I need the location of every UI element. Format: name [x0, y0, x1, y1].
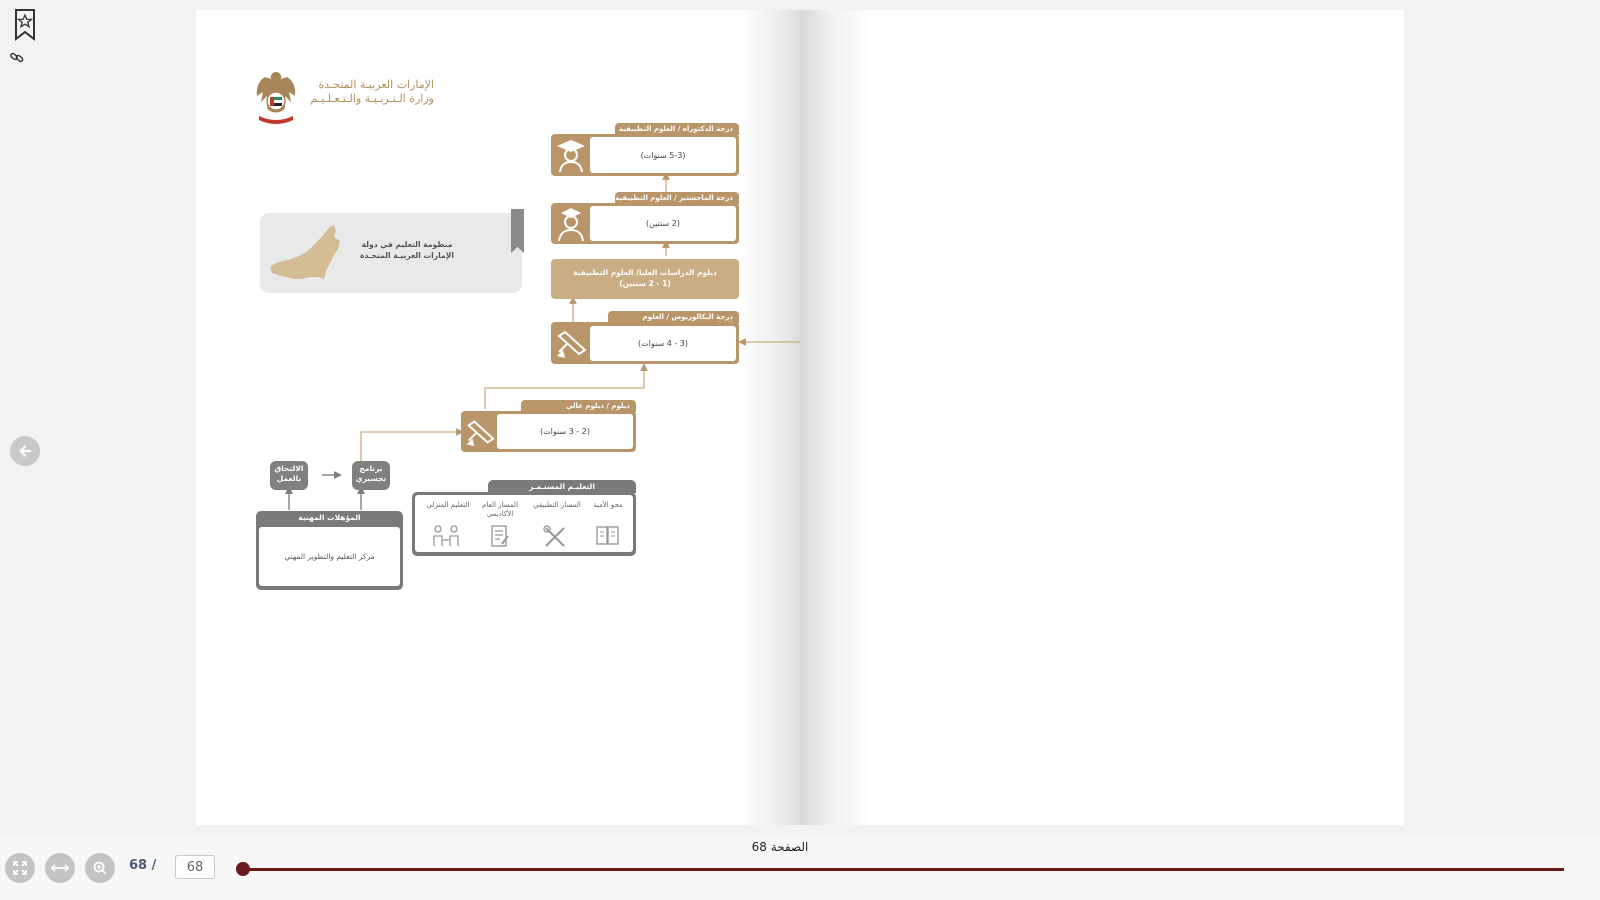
ce-label-applied: المسار التطبيقي — [533, 501, 581, 509]
ministry-line-2: وزارة الـتـربـيـة والـتـعـلـيـم — [310, 92, 434, 105]
phd-duration: (5-3 سنوات) — [590, 137, 736, 173]
join-work-line-2: بالعمل — [276, 474, 302, 483]
diploma-duration: (2 - 3 سنوات) — [497, 414, 633, 449]
postgrad-line-2: (1 - 2 سنتين) — [619, 279, 671, 288]
masters-title: درجة الماجستير / العلوم التطبيقية — [615, 192, 739, 204]
fit-width-button[interactable] — [45, 853, 75, 883]
fullscreen-icon — [12, 860, 28, 876]
uae-card-line-2: الإمارات العربيـة المتحـدة — [360, 251, 454, 260]
zoom-icon — [92, 860, 108, 876]
page-caption: الصفحة 68 — [751, 840, 809, 854]
document-icon — [486, 524, 514, 548]
join-work-line-1: الالتحاق — [274, 464, 304, 473]
diploma-scroll-icon — [553, 324, 589, 362]
masters-duration: (2 سنتين) — [590, 206, 736, 241]
vocational-body: مركز التعليم والتطوير المهني — [259, 527, 400, 586]
ministry-line-1: الإمارات العربيـة المتحـدة — [318, 78, 434, 91]
page-number-input[interactable] — [175, 855, 215, 879]
bridge-program-box — [352, 461, 390, 490]
family-icon — [430, 524, 464, 548]
bridge-program-line-1: برنامج — [359, 464, 383, 473]
zoom-button[interactable] — [85, 853, 115, 883]
postgrad-line-1: دبلوم الدراسات العليا/ العلوم التطبيقية — [573, 268, 717, 277]
ce-label-homeschool: التعليم المنزلي — [426, 501, 470, 509]
graduate-cap-icon — [553, 136, 589, 174]
page-total: 68 / — [129, 858, 157, 873]
diploma-title: دبلوم / دبلوم عالي — [521, 400, 636, 412]
postgrad-diploma-box — [551, 259, 739, 299]
join-work-box — [270, 461, 308, 490]
page-slider-track[interactable] — [242, 868, 1564, 871]
ce-label-academic: المسار العام الأكاديمي — [481, 501, 519, 518]
fullscreen-button[interactable] — [5, 853, 35, 883]
fit-width-icon — [50, 860, 70, 876]
uae-card-line-1: منظومة التعليم في دولة — [361, 240, 453, 249]
ce-label-literacy: محو الأمية — [593, 501, 623, 509]
book-icon — [594, 524, 622, 548]
bachelor-title: درجة البكالوريوس / العلوم — [608, 311, 739, 323]
continuing-education-title: التعليـم المستـمـر — [488, 480, 636, 493]
bridge-program-line-2: تجسيري — [355, 474, 387, 483]
graduate-icon — [553, 205, 589, 243]
bachelor-duration: (3 - 4 سنوات) — [590, 326, 736, 361]
tools-icon — [542, 524, 570, 548]
diploma-certificate-icon — [463, 413, 497, 451]
page-slider-thumb[interactable] — [236, 862, 250, 876]
phd-title: درجة الدكتوراه / العلوم التطبيقية — [615, 123, 739, 135]
vocational-title: المؤهلات المهنية — [256, 511, 403, 525]
